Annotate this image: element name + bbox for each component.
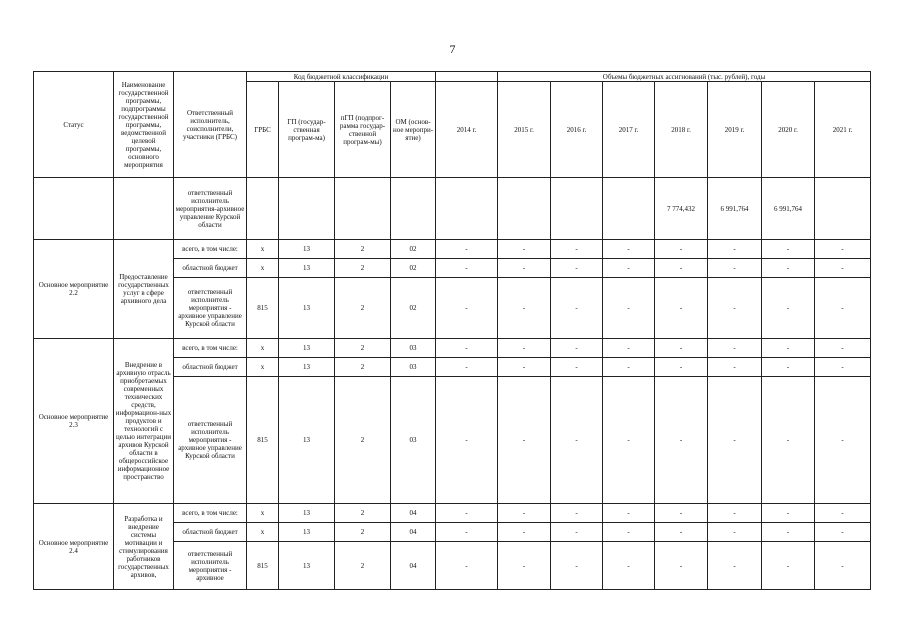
code-cell: [335, 178, 391, 240]
value-cell: -: [551, 358, 603, 377]
om-cell: 03: [391, 358, 436, 377]
header-year: 2020 г.: [762, 82, 815, 178]
header-om: ОМ (основ-ное меропри-ятие): [391, 82, 436, 178]
pgp-cell: 2: [335, 259, 391, 278]
gp-cell: 13: [279, 240, 335, 259]
code-cell: [391, 178, 436, 240]
gp-cell: 13: [279, 523, 335, 542]
value-cell: -: [603, 504, 655, 523]
executor-cell: всего, в том числе:: [174, 504, 247, 523]
value-cell: -: [762, 278, 815, 339]
gp-cell: 13: [279, 339, 335, 358]
value-cell: -: [815, 259, 871, 278]
pgp-cell: 2: [335, 504, 391, 523]
pgp-cell: 2: [335, 377, 391, 504]
header-year: 2019 г.: [708, 82, 762, 178]
gp-cell: 13: [279, 542, 335, 590]
header-row-top: [34, 72, 871, 82]
grbs-cell: х: [247, 240, 279, 259]
header-pgp: пГП (подпрог-рамма государ-ственной програм-мы): [335, 82, 391, 178]
om-cell: 04: [391, 504, 436, 523]
value-cell: -: [815, 542, 871, 590]
grbs-cell: 815: [247, 542, 279, 590]
value-cell: -: [655, 542, 708, 590]
measure-row: [34, 504, 871, 523]
executor-cell: ответственный исполнитель мероприятия - архивное управление Курской области: [174, 377, 247, 504]
value-cell: -: [815, 358, 871, 377]
value-cell: -: [708, 240, 762, 259]
value-cell: -: [498, 278, 551, 339]
value-cell: -: [815, 377, 871, 504]
value-cell: -: [708, 542, 762, 590]
value-cell: -: [815, 278, 871, 339]
value-cell: -: [551, 240, 603, 259]
value-cell: -: [436, 523, 498, 542]
measure-status: Основное мероприятие 2.3: [34, 339, 114, 504]
value-cell: -: [655, 358, 708, 377]
value-cell: -: [708, 377, 762, 504]
value-cell: -: [708, 278, 762, 339]
om-cell: 04: [391, 523, 436, 542]
executor-cell: ответственный исполнитель мероприятия - архивное: [174, 542, 247, 590]
value-cell: -: [498, 523, 551, 542]
header-year: 2018 г.: [655, 82, 708, 178]
value-cell: -: [436, 358, 498, 377]
header-year: 2016 г.: [551, 82, 603, 178]
value-cell: -: [551, 377, 603, 504]
value-cell: -: [551, 542, 603, 590]
value-cell: -: [708, 358, 762, 377]
pgp-cell: 2: [335, 542, 391, 590]
value-cell: -: [762, 358, 815, 377]
pgp-cell: 2: [335, 523, 391, 542]
pgp-cell: 2: [335, 358, 391, 377]
header-name: Наименование государственной программы, подпрограммы государственной программы, ведомственной целевой программы, основного мероприятия: [114, 72, 174, 178]
pgp-cell: 2: [335, 339, 391, 358]
value-cell: -: [655, 504, 708, 523]
grbs-cell: х: [247, 339, 279, 358]
value-cell: -: [655, 377, 708, 504]
om-cell: 02: [391, 278, 436, 339]
value-cell: -: [436, 278, 498, 339]
archive-allocation-row: [34, 178, 871, 240]
value-cell: -: [551, 259, 603, 278]
header-year: 2021 г.: [815, 82, 871, 178]
code-cell: [247, 178, 279, 240]
executor-cell: ответственный исполнитель мероприятия-архивное управление Курской области: [174, 178, 247, 240]
page-number: 7: [449, 42, 456, 56]
executor-cell: ответственный исполнитель мероприятия - архивное управление Курской области: [174, 278, 247, 339]
value-cell: -: [551, 504, 603, 523]
value-cell: [551, 178, 603, 240]
grbs-cell: х: [247, 504, 279, 523]
status-cell: [34, 178, 114, 240]
value-cell: -: [655, 259, 708, 278]
value-cell: -: [498, 259, 551, 278]
value-cell: -: [708, 339, 762, 358]
value-cell: -: [603, 523, 655, 542]
om-cell: 03: [391, 339, 436, 358]
grbs-cell: 815: [247, 278, 279, 339]
header-empty-cell: [436, 72, 498, 82]
grbs-cell: х: [247, 523, 279, 542]
om-cell: 03: [391, 377, 436, 504]
executor-cell: областной бюджет: [174, 259, 247, 278]
measure-status: Основное мероприятие 2.2: [34, 240, 114, 339]
value-cell: -: [762, 339, 815, 358]
value-cell: [436, 178, 498, 240]
measure-name: Внедрение в архивную отрасль приобретаемых современных технических средств, информацион-ных продуктов и технологий с целью интеграции архивов Курской области в общероссийское информационное пространство: [114, 339, 174, 504]
gp-cell: 13: [279, 377, 335, 504]
value-cell: -: [436, 259, 498, 278]
value-cell: -: [498, 358, 551, 377]
value-cell: 7 774,432: [655, 178, 708, 240]
header-year: 2017 г.: [603, 82, 655, 178]
value-cell: -: [815, 504, 871, 523]
value-cell: -: [762, 240, 815, 259]
value-cell: -: [498, 377, 551, 504]
value-cell: -: [655, 339, 708, 358]
value-cell: -: [815, 523, 871, 542]
header-grbs: ГРБС: [247, 82, 279, 178]
measure-row: [34, 339, 871, 358]
value-cell: -: [708, 259, 762, 278]
value-cell: -: [436, 542, 498, 590]
header-executor: Ответственный исполнитель, соисполнители, участники (ГРБС): [174, 72, 247, 178]
measure-name: Разработка и внедрение системы мотивации и стимулирования работников государственных архивов,: [114, 504, 174, 590]
value-cell: -: [498, 542, 551, 590]
value-cell: -: [603, 240, 655, 259]
value-cell: -: [815, 240, 871, 259]
value-cell: -: [603, 259, 655, 278]
value-cell: -: [655, 278, 708, 339]
executor-cell: всего, в том числе:: [174, 240, 247, 259]
value-cell: 6 991,764: [762, 178, 815, 240]
measure-name: Предоставление государственных услуг в сфере архивного дела: [114, 240, 174, 339]
header-code-group: Код бюджетной классификации: [247, 72, 436, 82]
value-cell: -: [762, 259, 815, 278]
grbs-cell: х: [247, 358, 279, 377]
value-cell: -: [603, 278, 655, 339]
value-cell: -: [815, 339, 871, 358]
header-year: 2015 г.: [498, 82, 551, 178]
value-cell: -: [498, 339, 551, 358]
value-cell: -: [498, 240, 551, 259]
value-cell: -: [551, 339, 603, 358]
value-cell: -: [762, 542, 815, 590]
gp-cell: 13: [279, 259, 335, 278]
value-cell: -: [551, 523, 603, 542]
value-cell: [603, 178, 655, 240]
value-cell: -: [436, 240, 498, 259]
value-cell: [498, 178, 551, 240]
value-cell: [815, 178, 871, 240]
executor-cell: областной бюджет: [174, 523, 247, 542]
header-gp: ГП (государ-ственная програм-ма): [279, 82, 335, 178]
budget-table: [33, 71, 871, 590]
value-cell: 6 991,764: [708, 178, 762, 240]
gp-cell: 13: [279, 278, 335, 339]
value-cell: -: [603, 358, 655, 377]
pgp-cell: 2: [335, 240, 391, 259]
om-cell: 02: [391, 259, 436, 278]
executor-cell: всего, в том числе:: [174, 339, 247, 358]
header-status: Статус: [34, 72, 114, 178]
value-cell: -: [762, 504, 815, 523]
executor-cell: областной бюджет: [174, 358, 247, 377]
value-cell: -: [551, 278, 603, 339]
value-cell: -: [762, 377, 815, 504]
measure-row: [34, 240, 871, 259]
value-cell: -: [603, 377, 655, 504]
value-cell: -: [436, 339, 498, 358]
value-cell: -: [655, 240, 708, 259]
value-cell: -: [436, 377, 498, 504]
om-cell: 04: [391, 542, 436, 590]
measure-status: Основное мероприятие 2.4: [34, 504, 114, 590]
header-year: 2014 г.: [436, 82, 498, 178]
header-volume-group: Объемы бюджетных ассигнований (тыс. рублей), годы: [498, 72, 871, 82]
grbs-cell: х: [247, 259, 279, 278]
value-cell: -: [708, 523, 762, 542]
gp-cell: 13: [279, 358, 335, 377]
value-cell: -: [436, 504, 498, 523]
value-cell: -: [603, 339, 655, 358]
grbs-cell: 815: [247, 377, 279, 504]
value-cell: -: [708, 504, 762, 523]
name-cell: [114, 178, 174, 240]
value-cell: -: [498, 504, 551, 523]
value-cell: -: [655, 523, 708, 542]
code-cell: [279, 178, 335, 240]
value-cell: -: [603, 542, 655, 590]
om-cell: 02: [391, 240, 436, 259]
value-cell: -: [762, 523, 815, 542]
gp-cell: 13: [279, 504, 335, 523]
pgp-cell: 2: [335, 278, 391, 339]
